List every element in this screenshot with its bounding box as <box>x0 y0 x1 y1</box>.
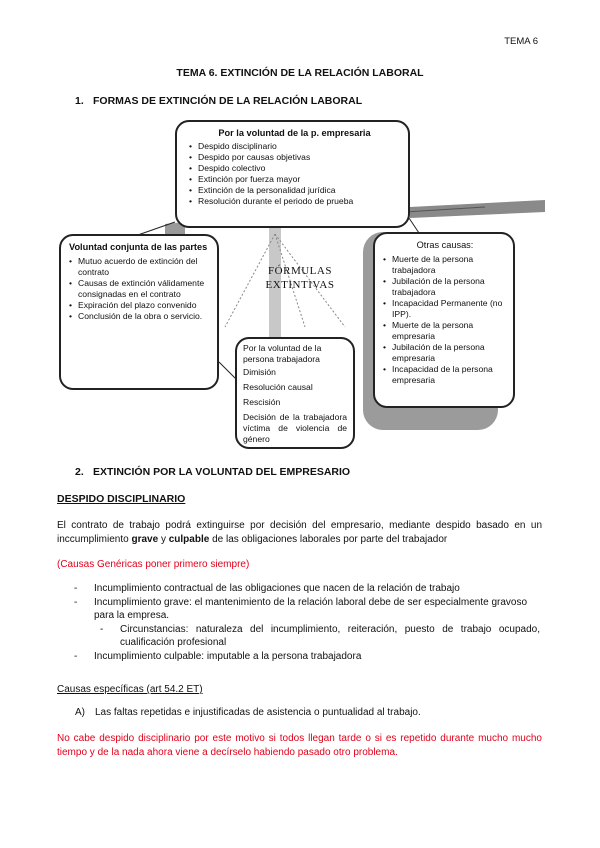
list-item <box>72 582 540 596</box>
list-item: • Expiración del plazo convenido <box>69 300 211 311</box>
despido-title: DESPIDO DISCIPLINARIO <box>57 493 186 505</box>
worker-will-heading: Por la voluntad de la persona trabajadora <box>243 343 322 364</box>
section-1-heading <box>75 95 362 107</box>
red-note: (Causas Genéricas poner primero siempre) <box>57 559 250 570</box>
other-causes-heading: Otras causas: <box>416 240 474 250</box>
list-item: • Causas de extinción válidamente consignadas en el contrato <box>69 278 211 300</box>
list-item: • Extinción por fuerza mayor <box>189 174 400 185</box>
center-label-line2: EXTINTIVAS <box>265 279 335 291</box>
list-item: • Incapacidad de la persona empresaria <box>383 364 507 386</box>
list-item <box>72 596 540 623</box>
red-paragraph: No cabe despido disciplinario por este motivo si todos llegan tarde o si es repetido durante mucho mucho tiempo y de la nada ahora viene a decírselo habiendo pasado otro problema. <box>57 733 542 758</box>
list-item: • Incapacidad Permanente (no IPP). <box>383 298 507 320</box>
item-a-text: Las faltas repetidas e injustificadas de asistencia o puntualidad al trabajo. <box>95 707 421 718</box>
list-item: • Muerte de la persona empresaria <box>383 320 507 342</box>
list-item: • Muerte de la persona trabajadora <box>383 254 507 276</box>
list-item: • Mutuo acuerdo de extinción del contrato <box>69 256 211 278</box>
scale-beam-right <box>410 200 545 218</box>
other-causes-box <box>373 232 515 408</box>
list-item: Decisión de la trabajadora víctima de violencia de género <box>243 412 347 444</box>
list-item: Rescisión <box>243 397 281 407</box>
section-1-number: 1. <box>75 95 84 107</box>
list-item <box>72 650 540 664</box>
list-item-text: Incumplimiento grave: el mantenimiento de la relación laboral debe de ser especialmente gravoso para la empresa. <box>94 596 528 621</box>
list-item: • Resolución durante el periodo de prueba <box>189 196 400 207</box>
other-causes-list <box>383 254 507 386</box>
intro-grave: grave <box>131 533 159 545</box>
sub-list-item-text: Circunstancias: naturaleza del incumplimiento, reiteración, puesto de trabajo ocupado, cualificación profesional <box>120 623 540 648</box>
list-item: • Despido colectivo <box>189 163 400 174</box>
list-item: • Despido disciplinario <box>189 141 400 152</box>
center-label-line1: FÓRMULAS <box>268 265 332 277</box>
specific-causes-title: Causas específicas (art 54.2 ET) <box>57 684 203 695</box>
list-item: Dimisión <box>243 367 276 377</box>
joint-will-heading: Voluntad conjunta de las partes <box>69 242 208 252</box>
despido-intro <box>57 519 542 546</box>
specific-cause-a <box>75 706 560 720</box>
intro-text-a: El contrato de trabajo podrá extinguirse por decisión del empresario, mediante despido basado en un inccumplimiento <box>57 520 542 545</box>
extinction-forms-diagram <box>55 112 545 450</box>
list-item: • Jubilación de la persona empresaria <box>383 342 507 364</box>
employer-will-heading: Por la voluntad de la p. empresaria <box>218 128 371 138</box>
joint-will-list <box>69 256 211 322</box>
intro-text-c: de las obligaciones laborales por parte del trabajador <box>209 533 448 545</box>
intro-culpable: culpable <box>168 533 210 545</box>
document-title: TEMA 6. EXTINCIÓN DE LA RELACIÓN LABORAL <box>176 67 424 79</box>
section-2-title: EXTINCIÓN POR LA VOLUNTAD DEL EMPRESARIO <box>93 466 351 478</box>
generic-causes-list <box>72 582 540 663</box>
list-item: • Despido por causas objetivas <box>189 152 400 163</box>
section-1-title: FORMAS DE EXTINCIÓN DE LA RELACIÓN LABORAL <box>93 95 363 107</box>
dash-marker: - <box>74 583 78 594</box>
dash-marker: - <box>74 650 78 662</box>
section-2-heading <box>75 466 350 478</box>
section-2-number: 2. <box>75 466 84 478</box>
list-item: • Jubilación de la persona trabajadora <box>383 276 507 298</box>
worker-will-box <box>235 337 355 449</box>
page-header-tag: TEMA 6 <box>504 36 538 47</box>
list-item: • Conclusión de la obra o servicio. <box>69 311 211 322</box>
intro-text-b: y <box>158 533 169 545</box>
list-item-text: Incumplimiento culpable: imputable a la persona trabajadora <box>94 650 362 662</box>
joint-will-box <box>59 234 219 390</box>
list-item-text: Incumplimiento contractual de las obligaciones que nacen de la relación de trabajo <box>94 583 460 594</box>
dash-marker: - <box>74 596 78 608</box>
sub-list-item <box>72 623 540 650</box>
item-a-label: A) <box>75 707 85 718</box>
dash-marker: - <box>100 623 104 635</box>
employer-will-box <box>175 120 410 228</box>
employer-will-list <box>189 141 400 207</box>
list-item: Resolución causal <box>243 382 313 392</box>
list-item: • Extinción de la personalidad jurídica <box>189 185 400 196</box>
center-label <box>255 264 345 292</box>
